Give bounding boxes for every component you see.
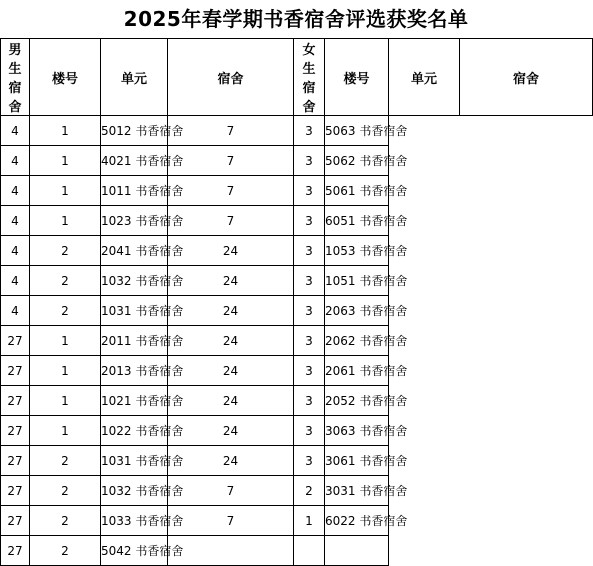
male-dorm-cell: 1031 书香宿舍: [101, 446, 168, 476]
table-body: [1, 116, 593, 566]
male-building-cell: 4: [1, 146, 30, 176]
table-row: [1, 296, 593, 326]
male-building-cell: 27: [1, 326, 30, 356]
male-building-cell: 27: [1, 356, 30, 386]
male-building-cell: 4: [1, 296, 30, 326]
female-unit-cell: 3: [294, 296, 325, 326]
table-row: [1, 146, 593, 176]
table-row: [1, 476, 593, 506]
table-row: [1, 446, 593, 476]
table-row: [1, 326, 593, 356]
male-unit-cell: 1: [30, 326, 101, 356]
table-row: [1, 536, 593, 566]
page-title: 2025年春学期书香宿舍评选获奖名单: [123, 7, 469, 31]
male-dorm-cell: 1023 书香宿舍: [101, 206, 168, 236]
male-building-cell: 27: [1, 536, 30, 566]
female-dorm-cell: 6022 书香宿舍: [325, 506, 389, 536]
female-dorm-cell: [325, 536, 389, 566]
male-dorm-header: 宿舍: [168, 39, 294, 116]
male-unit-cell: 1: [30, 176, 101, 206]
table-row: [1, 506, 593, 536]
female-dorm-label: 女 生 宿 舍: [294, 39, 325, 116]
female-dorm-cell: 5063 书香宿舍: [325, 116, 389, 146]
male-unit-cell: 2: [30, 506, 101, 536]
female-unit-cell: [294, 536, 325, 566]
female-dorm-cell: 1051 书香宿舍: [325, 266, 389, 296]
table-row: [1, 356, 593, 386]
female-unit-cell: 3: [294, 146, 325, 176]
table-row: [1, 116, 593, 146]
female-dorm-cell: 2061 书香宿舍: [325, 356, 389, 386]
male-unit-cell: 2: [30, 446, 101, 476]
female-dorm-cell: 2062 书香宿舍: [325, 326, 389, 356]
male-unit-cell: 2: [30, 266, 101, 296]
female-building-cell: 24: [168, 326, 294, 356]
male-unit-cell: 1: [30, 116, 101, 146]
male-dorm-cell: 2011 书香宿舍: [101, 326, 168, 356]
female-dorm-cell: 3031 书香宿舍: [325, 476, 389, 506]
female-building-cell: 7: [168, 476, 294, 506]
male-building-cell: 27: [1, 446, 30, 476]
male-building-cell: 4: [1, 116, 30, 146]
female-unit-header: 单元: [389, 39, 460, 116]
male-unit-cell: 2: [30, 476, 101, 506]
male-building-cell: 4: [1, 236, 30, 266]
female-building-cell: 24: [168, 236, 294, 266]
table-row: [1, 236, 593, 266]
male-dorm-cell: 1021 书香宿舍: [101, 386, 168, 416]
male-unit-cell: 2: [30, 536, 101, 566]
male-unit-cell: 2: [30, 236, 101, 266]
male-building-cell: 27: [1, 386, 30, 416]
female-unit-cell: 3: [294, 176, 325, 206]
male-building-cell: 27: [1, 416, 30, 446]
female-dorm-cell: 6051 书香宿舍: [325, 206, 389, 236]
female-dorm-cell: 5062 书香宿舍: [325, 146, 389, 176]
female-building-cell: 24: [168, 446, 294, 476]
male-dorm-cell: 1032 书香宿舍: [101, 266, 168, 296]
male-unit-cell: 1: [30, 416, 101, 446]
female-dorm-cell: 2052 书香宿舍: [325, 386, 389, 416]
female-building-header: 楼号: [325, 39, 389, 116]
table-row: [1, 386, 593, 416]
male-unit-cell: 1: [30, 356, 101, 386]
male-dorm-cell: 4021 书香宿舍: [101, 146, 168, 176]
male-dorm-label: 男 生 宿 舍: [1, 39, 30, 116]
male-unit-cell: 2: [30, 296, 101, 326]
male-building-cell: 27: [1, 476, 30, 506]
female-building-cell: 7: [168, 206, 294, 236]
male-dorm-cell: 1011 书香宿舍: [101, 176, 168, 206]
table-row: [1, 206, 593, 236]
female-building-cell: 24: [168, 386, 294, 416]
female-dorm-header: 宿舍: [460, 39, 593, 116]
female-dorm-cell: 3063 书香宿舍: [325, 416, 389, 446]
female-unit-cell: 3: [294, 386, 325, 416]
male-dorm-cell: 1022 书香宿舍: [101, 416, 168, 446]
award-table: [0, 38, 593, 566]
female-unit-cell: 3: [294, 446, 325, 476]
female-unit-cell: 1: [294, 506, 325, 536]
table-row: [1, 176, 593, 206]
male-unit-cell: 1: [30, 206, 101, 236]
female-dorm-cell: 2063 书香宿舍: [325, 296, 389, 326]
table-row: [1, 416, 593, 446]
female-building-cell: 7: [168, 176, 294, 206]
female-unit-cell: 3: [294, 326, 325, 356]
male-building-cell: 27: [1, 506, 30, 536]
male-building-header: 楼号: [30, 39, 101, 116]
female-unit-cell: 3: [294, 416, 325, 446]
header-row: [1, 39, 593, 116]
female-building-cell: 7: [168, 506, 294, 536]
male-building-cell: 4: [1, 266, 30, 296]
male-dorm-cell: 2041 书香宿舍: [101, 236, 168, 266]
male-dorm-cell: 1032 书香宿舍: [101, 476, 168, 506]
male-dorm-cell: 1031 书香宿舍: [101, 296, 168, 326]
female-building-cell: 24: [168, 416, 294, 446]
female-building-cell: [168, 536, 294, 566]
table-row: [1, 266, 593, 296]
male-dorm-cell: 5012 书香宿舍: [101, 116, 168, 146]
female-dorm-cell: 1053 书香宿舍: [325, 236, 389, 266]
female-building-cell: 24: [168, 296, 294, 326]
female-building-cell: 24: [168, 266, 294, 296]
male-unit-cell: 1: [30, 386, 101, 416]
female-unit-cell: 3: [294, 356, 325, 386]
male-dorm-cell: 5042 书香宿舍: [101, 536, 168, 566]
female-building-cell: 7: [168, 116, 294, 146]
male-dorm-cell: 2013 书香宿舍: [101, 356, 168, 386]
female-building-cell: 7: [168, 146, 294, 176]
female-unit-cell: 3: [294, 206, 325, 236]
female-unit-cell: 2: [294, 476, 325, 506]
male-building-cell: 4: [1, 206, 30, 236]
male-unit-cell: 1: [30, 146, 101, 176]
male-unit-header: 单元: [101, 39, 168, 116]
female-dorm-cell: 3061 书香宿舍: [325, 446, 389, 476]
female-dorm-cell: 5061 书香宿舍: [325, 176, 389, 206]
female-building-cell: 24: [168, 356, 294, 386]
male-building-cell: 4: [1, 176, 30, 206]
female-unit-cell: 3: [294, 266, 325, 296]
male-dorm-cell: 1033 书香宿舍: [101, 506, 168, 536]
female-unit-cell: 3: [294, 236, 325, 266]
female-unit-cell: 3: [294, 116, 325, 146]
